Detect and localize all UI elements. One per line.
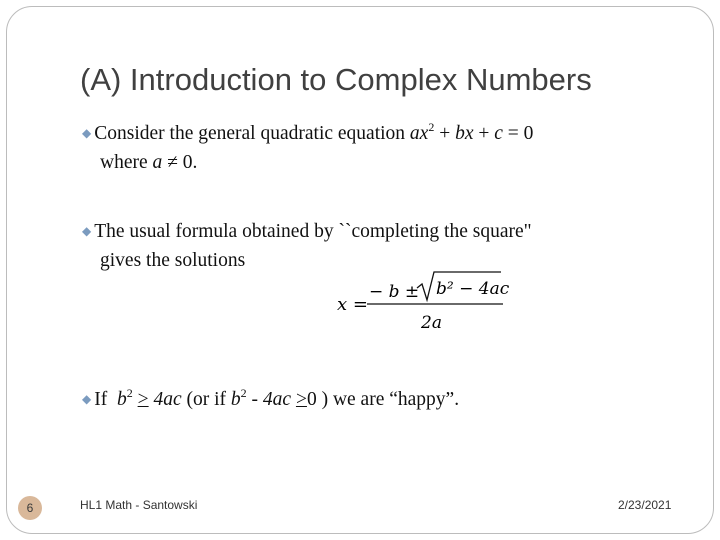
bullet-icon: ◆: [82, 224, 92, 238]
slide-title: (A) Introduction to Complex Numbers: [80, 62, 592, 97]
bullet-line-2: gives the solutions: [100, 250, 246, 271]
footer-date: 2/23/2021: [618, 498, 672, 512]
formula-radicand: b² − 4ac: [436, 279, 510, 299]
formula-lhs: x =: [337, 294, 368, 315]
bullet-line-2: where a ≠ 0.: [100, 152, 198, 173]
bullet-icon: ◆: [82, 392, 92, 406]
footer-author: HL1 Math - Santowski: [80, 498, 198, 512]
bullet-completing-square: ◆ The usual formula obtained by ``completing the square" gives the solutions: [82, 218, 532, 275]
bullet-icon: ◆: [82, 126, 92, 140]
quadratic-formula: [335, 270, 515, 336]
slide-number: 6: [18, 496, 42, 520]
bullet-quadratic-equation: ◆ Consider the general quadratic equation $ax^2$ + bx + c = 0 where a ≠ 0.: [82, 120, 533, 177]
formula-denominator: 2a: [421, 313, 442, 333]
bullet-discriminant: ◆ If $b^2 > 4ac$ (or if $b^2 - 4ac >0$ ) we are “happy”.: [82, 386, 460, 410]
formula-numerator-left: − b ±: [369, 282, 420, 302]
